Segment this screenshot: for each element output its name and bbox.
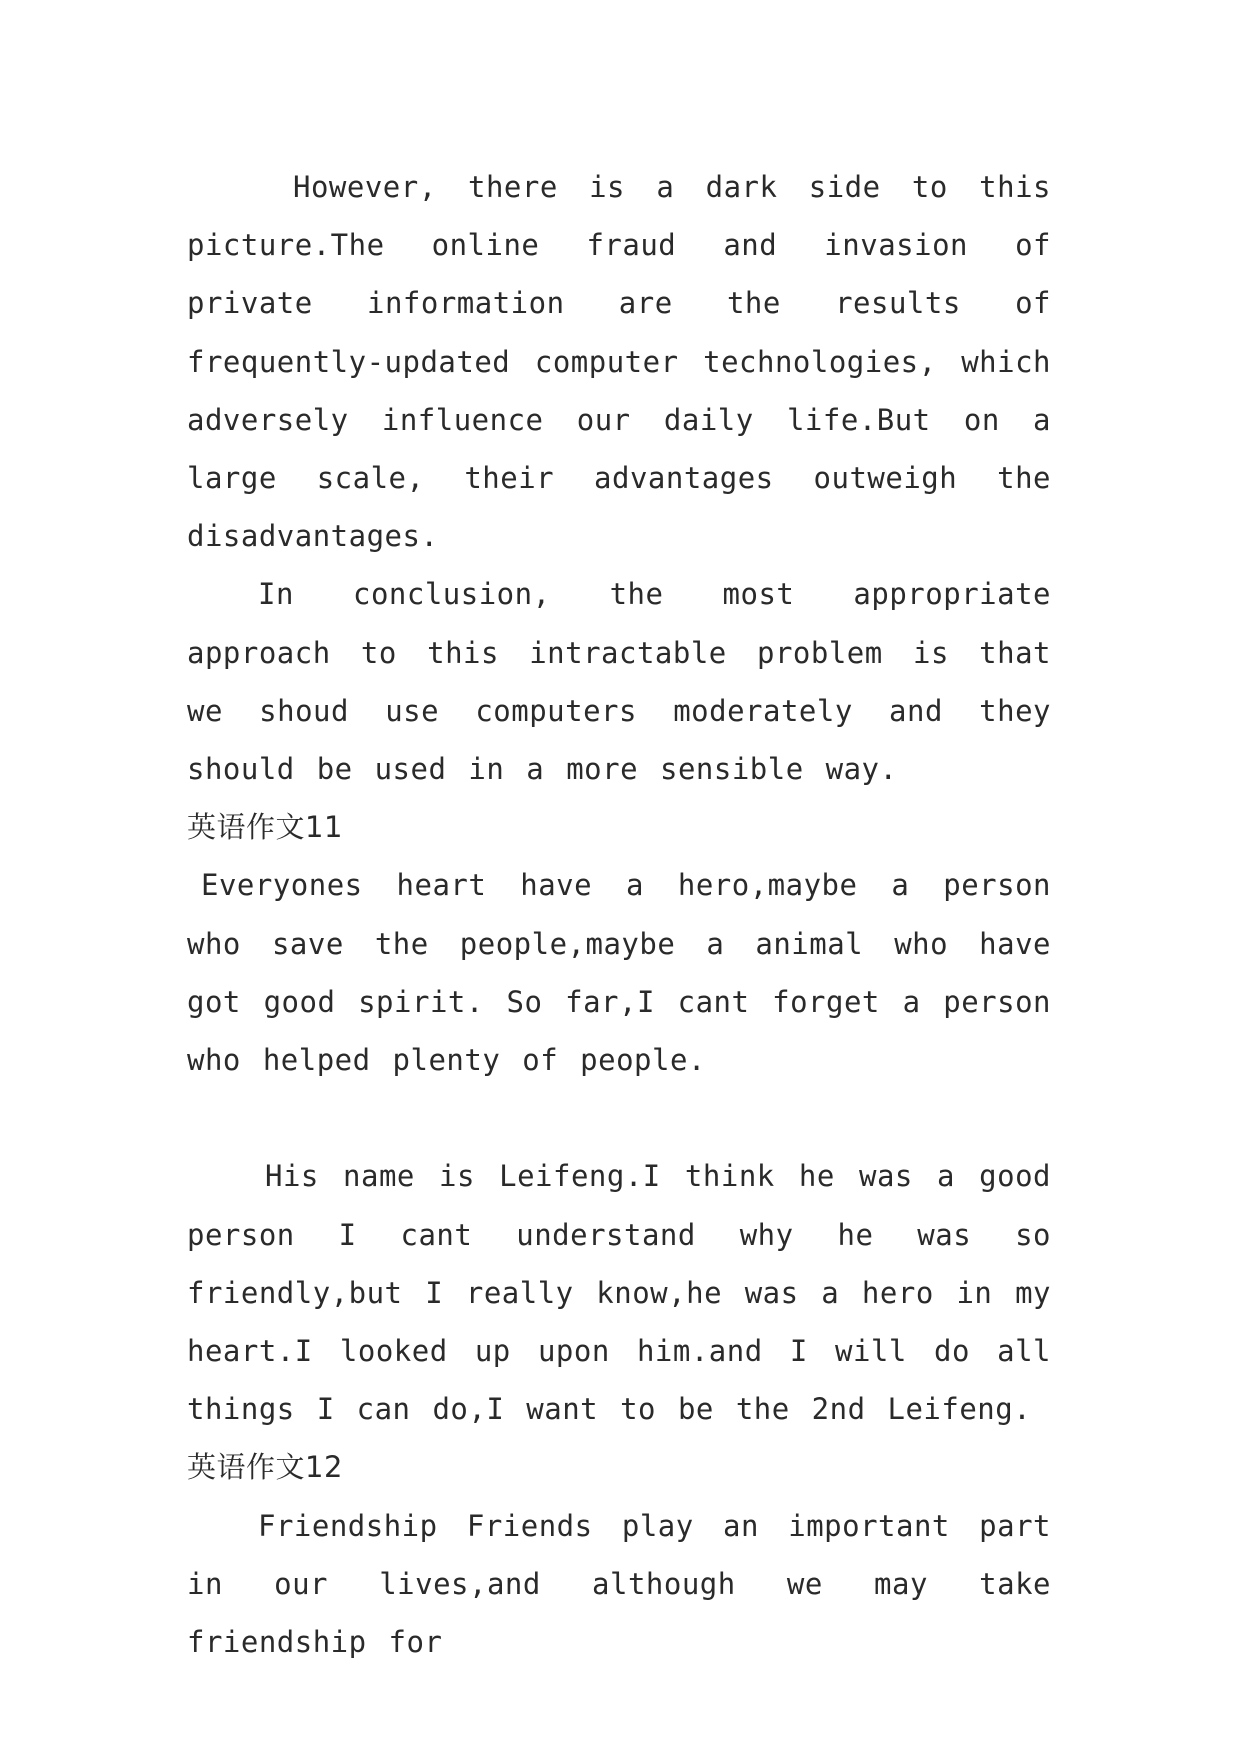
paragraph-dark-side: However, there is a dark side to this picture.The online fraud and invasion of private information are the results of frequently-updated computer technologies, which adversely influence our daily life.But on a large scale, their advantages outweigh the disadvantages. bbox=[187, 170, 1051, 554]
essay-heading-11: 英语作文11 bbox=[187, 810, 343, 845]
document-body bbox=[187, 158, 1051, 1671]
paragraph-hero-intro: Everyones heart have a hero,maybe a person who save the people,maybe a animal who have got good spirit. So far,I cant forget a person who helped plenty of people. bbox=[187, 868, 1051, 1078]
essay-heading-12: 英语作文12 bbox=[187, 1450, 343, 1485]
paragraph-conclusion: In conclusion, the most appropriate approach to this intractable problem is that we shoud use computers moderately and they should be used in a more sensible way. bbox=[187, 577, 1051, 787]
paragraph-leifeng: His name is Leifeng.I think he was a good person I cant understand why he was so friendly,but I really know,he was a hero in my heart.I looked up upon him.and I will do all things I can do,I want to be the 2nd Leifeng. bbox=[187, 1159, 1051, 1427]
paragraph-friendship: Friendship Friends play an important part in our lives,and although we may take friendship for bbox=[187, 1508, 1051, 1660]
blank-line bbox=[187, 1089, 1051, 1147]
